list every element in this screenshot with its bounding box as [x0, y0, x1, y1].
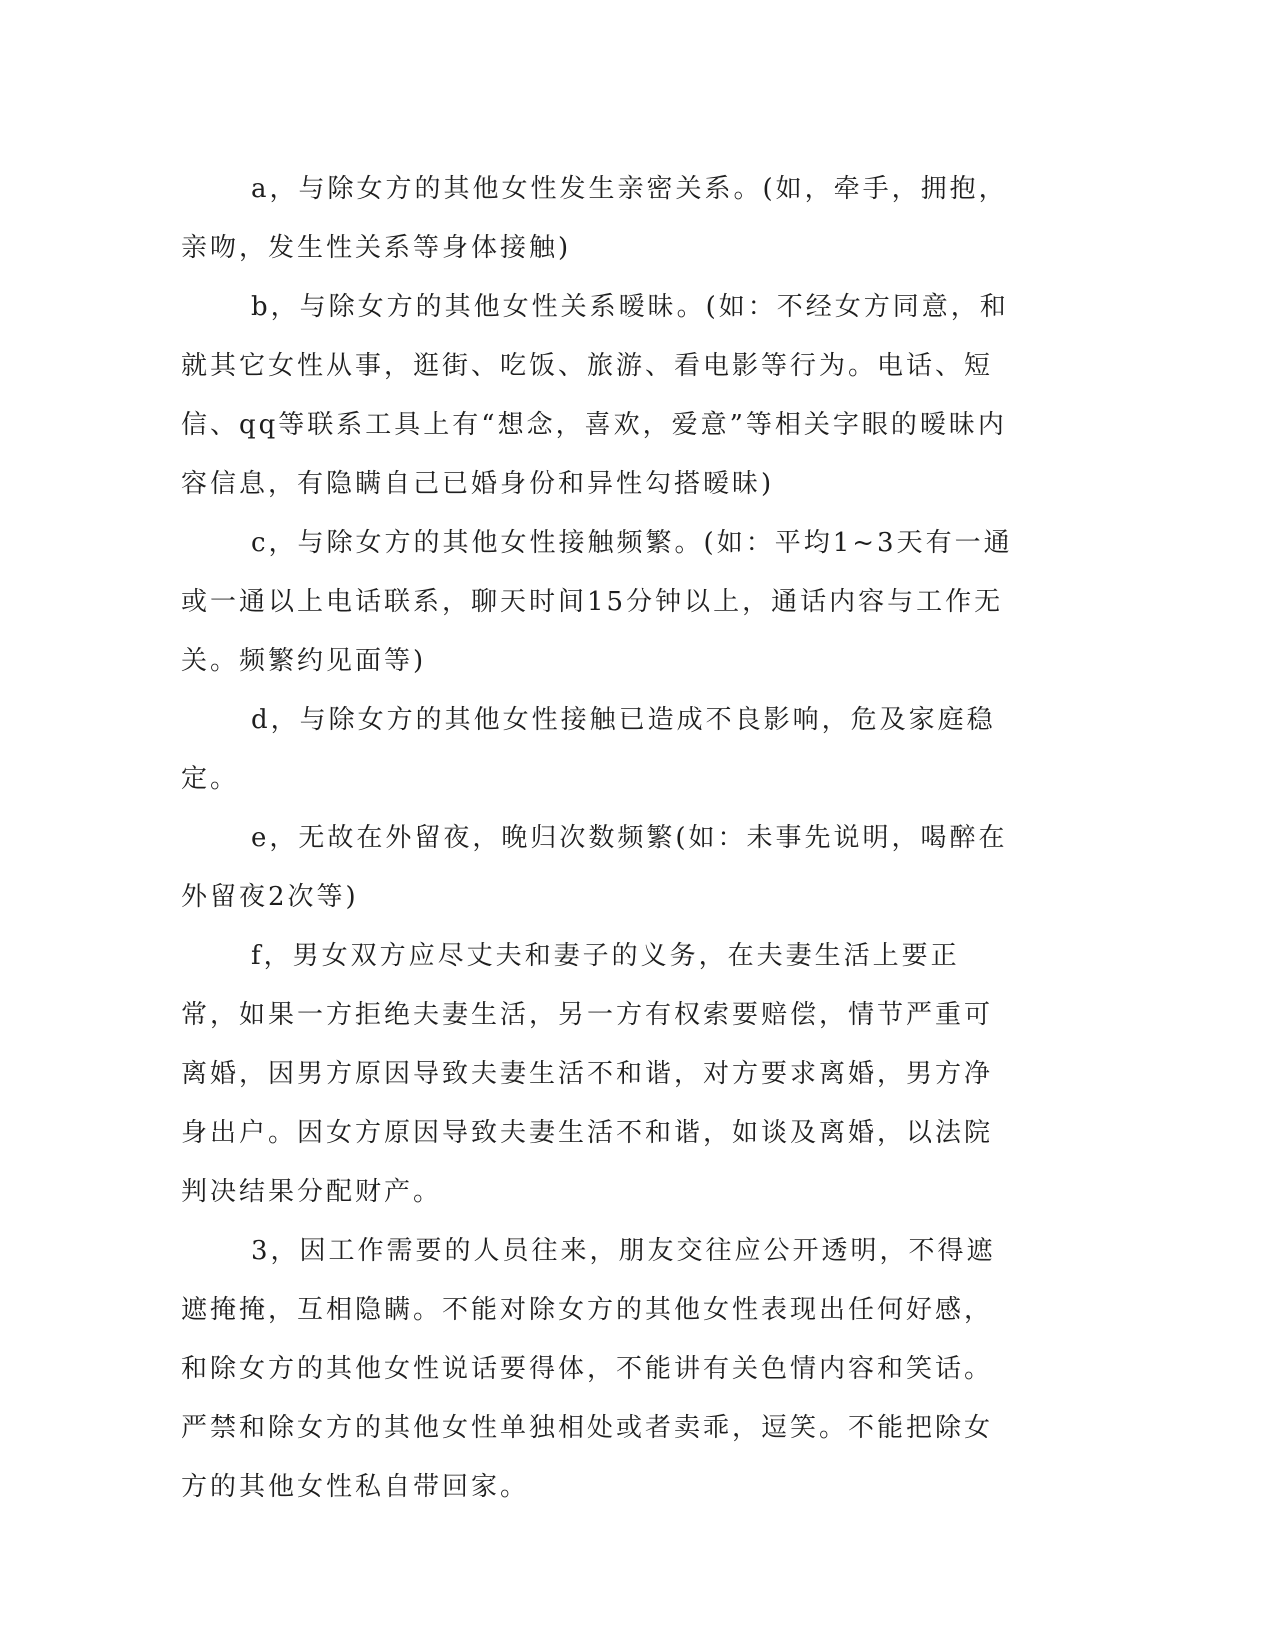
- document-body: [181, 160, 1017, 1517]
- paragraph-d: d，与除女方的其他女性接触已造成不良影响，危及家庭稳定。: [181, 705, 996, 794]
- paragraph-a: a，与除女方的其他女性发生亲密关系。(如，牵手，拥抱，亲吻，发生性关系等身体接触): [181, 174, 1008, 263]
- paragraph-b: b，与除女方的其他女性关系暧昧。(如：不经女方同意，和就其它女性从事，逛街、吃饭、旅游、看电影等行为。电话、短信、qq等联系工具上有“想念，喜欢，爱意”等相关字眼的暧昧内容信息，有隐瞒自己已婚身份和异性勾搭暧昧): [181, 292, 1009, 499]
- paragraph-e: e，无故在外留夜，晚归次数频繁(如：未事先说明，喝醉在外留夜2次等): [181, 823, 1008, 912]
- paragraph-f: f，男女双方应尽丈夫和妻子的义务，在夫妻生活上要正常，如果一方拒绝夫妻生活，另一方有权索要赔偿，情节严重可离婚，因男方原因导致夫妻生活不和谐，对方要求离婚，男方净身出户。因女方原因导致夫妻生活不和谐，如谈及离婚，以法院判决结果分配财产。: [181, 941, 994, 1207]
- paragraph-3: 3，因工作需要的人员往来，朋友交往应公开透明，不得遮遮掩掩，互相隐瞒。不能对除女方的其他女性表现出任何好感，和除女方的其他女性说话要得体，不能讲有关色情内容和笑话。严禁和除女方的其他女性单独相处或者卖乖，逗笑。不能把除女方的其他女性私自带回家。: [181, 1236, 996, 1502]
- paragraph-c: c，与除女方的其他女性接触频繁。(如：平均1~3天有一通或一通以上电话联系，聊天时间15分钟以上，通话内容与工作无关。频繁约见面等): [181, 528, 1013, 676]
